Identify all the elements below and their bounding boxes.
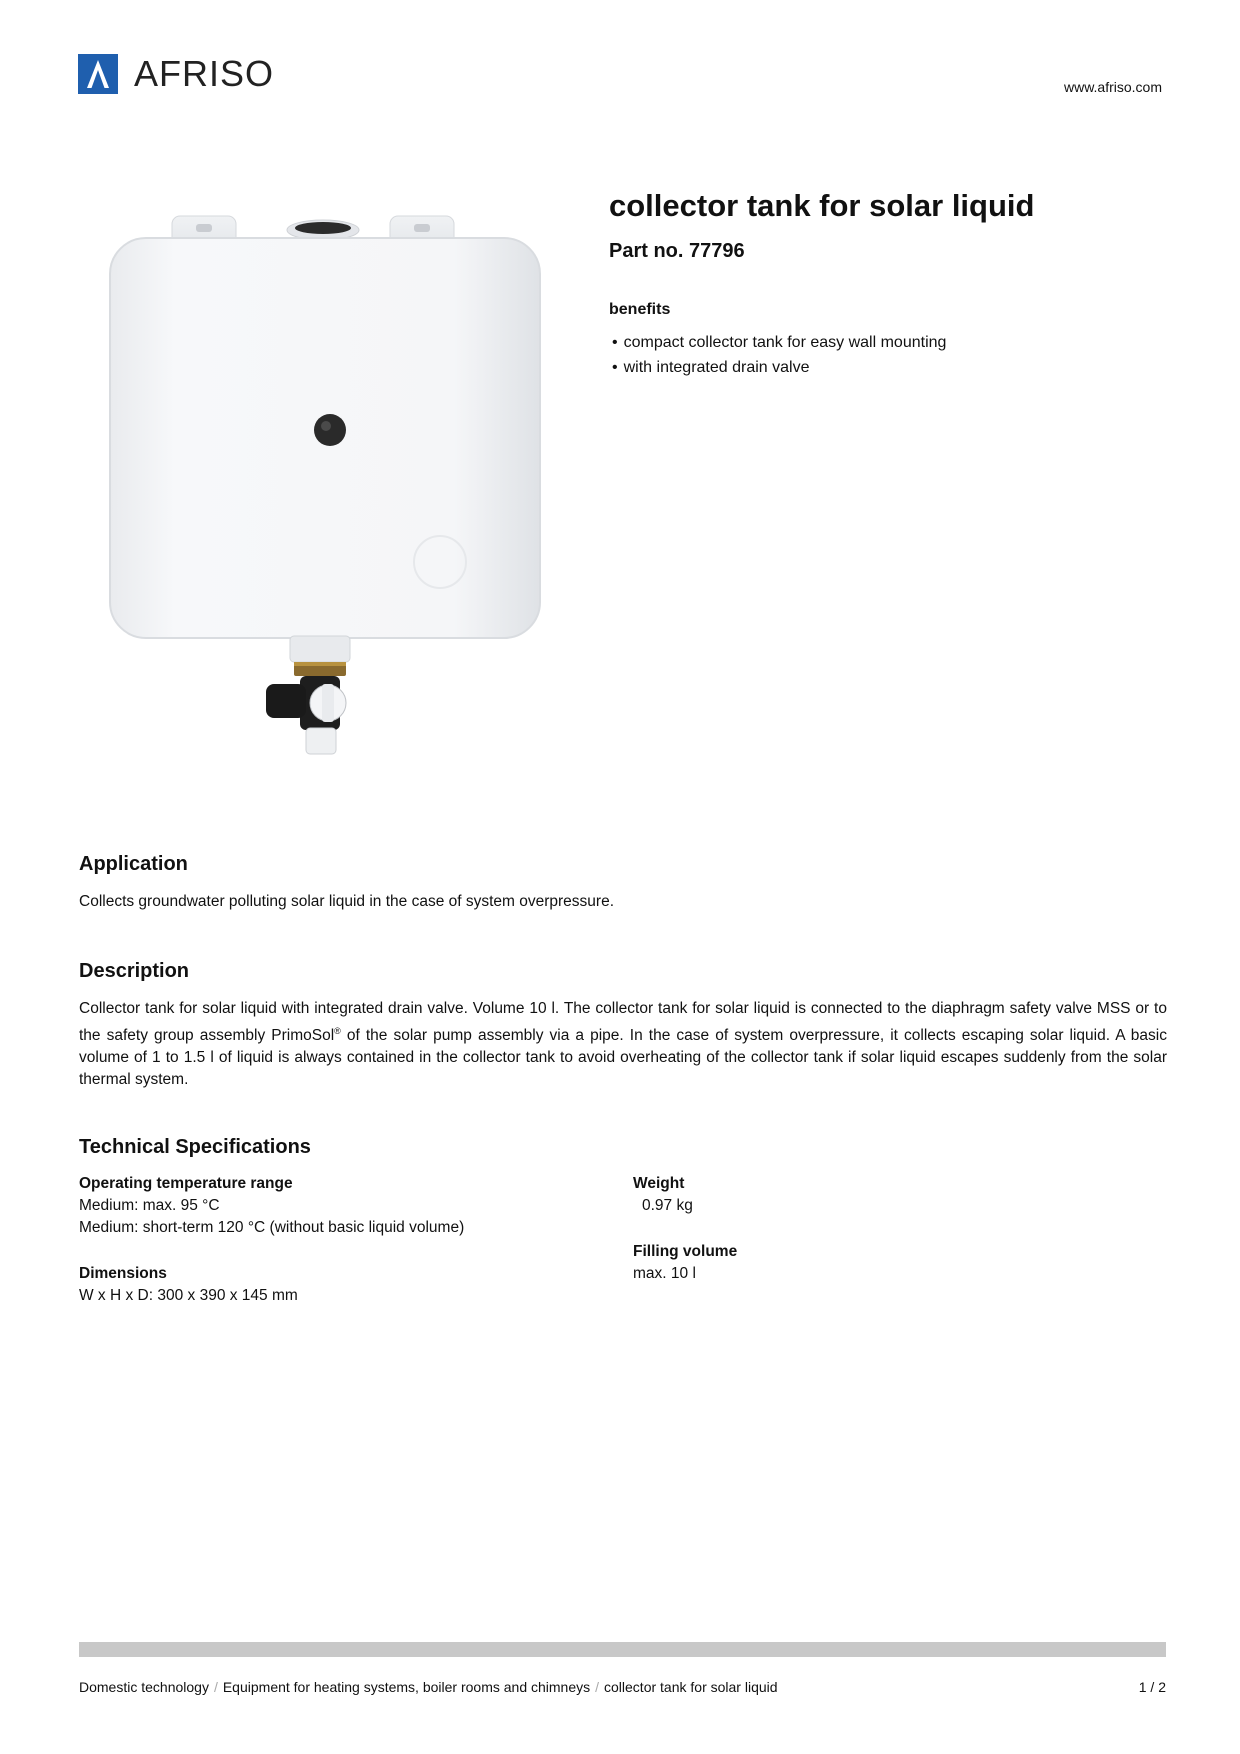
footer-divider-bar <box>79 1642 1166 1657</box>
spec-value: max. 10 l <box>633 1265 696 1282</box>
spec-label: Filling volume <box>633 1243 738 1260</box>
brand-name: AFRISO <box>134 53 275 94</box>
description-text-part1: Collector tank for solar liquid with integrated drain valve. Volume 10 l. The collector tank for solar liquid is connected to the diaphragm safety valve MSS or to the safety group assembly PrimoSol <box>79 1000 1167 1045</box>
application-text: Collects groundwater polluting solar liquid in the case of system overpressure. <box>79 893 615 910</box>
breadcrumb-item[interactable]: collector tank for solar liquid <box>604 1679 778 1695</box>
spec-label: Weight <box>633 1175 685 1192</box>
benefit-item: • compact collector tank for easy wall mounting <box>612 334 947 351</box>
spec-operating-temperature <box>79 1173 464 1239</box>
spec-dimensions <box>79 1263 298 1307</box>
description-text <box>79 998 1167 1091</box>
spec-value: Medium: short-term 120 °C (without basic liquid volume) <box>79 1219 465 1236</box>
breadcrumb-separator: / <box>213 1679 218 1695</box>
description-heading: Description <box>79 960 190 982</box>
benefits-heading: benefits <box>609 301 671 318</box>
application-heading: Application <box>79 853 188 875</box>
spec-value: W x H x D: 300 x 390 x 145 mm <box>79 1287 298 1304</box>
breadcrumb <box>79 1679 778 1695</box>
registered-mark: ® <box>334 1026 341 1036</box>
product-image <box>100 210 550 770</box>
spec-value: Medium: max. 95 °C <box>79 1197 220 1214</box>
page-number: 1 / 2 <box>1138 1679 1166 1695</box>
spec-label: Operating temperature range <box>79 1175 293 1192</box>
benefit-text: with integrated drain valve <box>623 359 810 376</box>
brand-logo <box>78 54 274 94</box>
description-text-part2: of the solar pump assembly via a pipe. In the case of system overpressure, it collects escaping solar liquid. A basic volume of 1 to 1.5 l of liquid is always contained in the collector tank to avoid overheating of the collector tank if solar liquid escapes suddenly from the solar thermal system. <box>79 1027 1167 1089</box>
benefit-item: • with integrated drain valve <box>612 359 810 376</box>
product-title: collector tank for solar liquid <box>609 188 1035 223</box>
spec-value: 0.97 kg <box>642 1197 693 1214</box>
benefits-list <box>612 330 946 380</box>
breadcrumb-separator: / <box>595 1679 600 1695</box>
tech-specs-heading: Technical Specifications <box>79 1136 311 1158</box>
afriso-logo-icon <box>78 54 118 94</box>
spec-label: Dimensions <box>79 1265 167 1282</box>
website-link[interactable]: www.afriso.com <box>1063 79 1162 95</box>
part-number: Part no. 77796 <box>609 240 745 262</box>
spec-weight <box>633 1173 693 1217</box>
breadcrumb-item[interactable]: Equipment for heating systems, boiler rooms and chimneys <box>222 1679 591 1695</box>
benefit-text: compact collector tank for easy wall mounting <box>623 334 947 351</box>
breadcrumb-item[interactable]: Domestic technology <box>79 1679 209 1695</box>
spec-filling-volume <box>633 1241 737 1285</box>
